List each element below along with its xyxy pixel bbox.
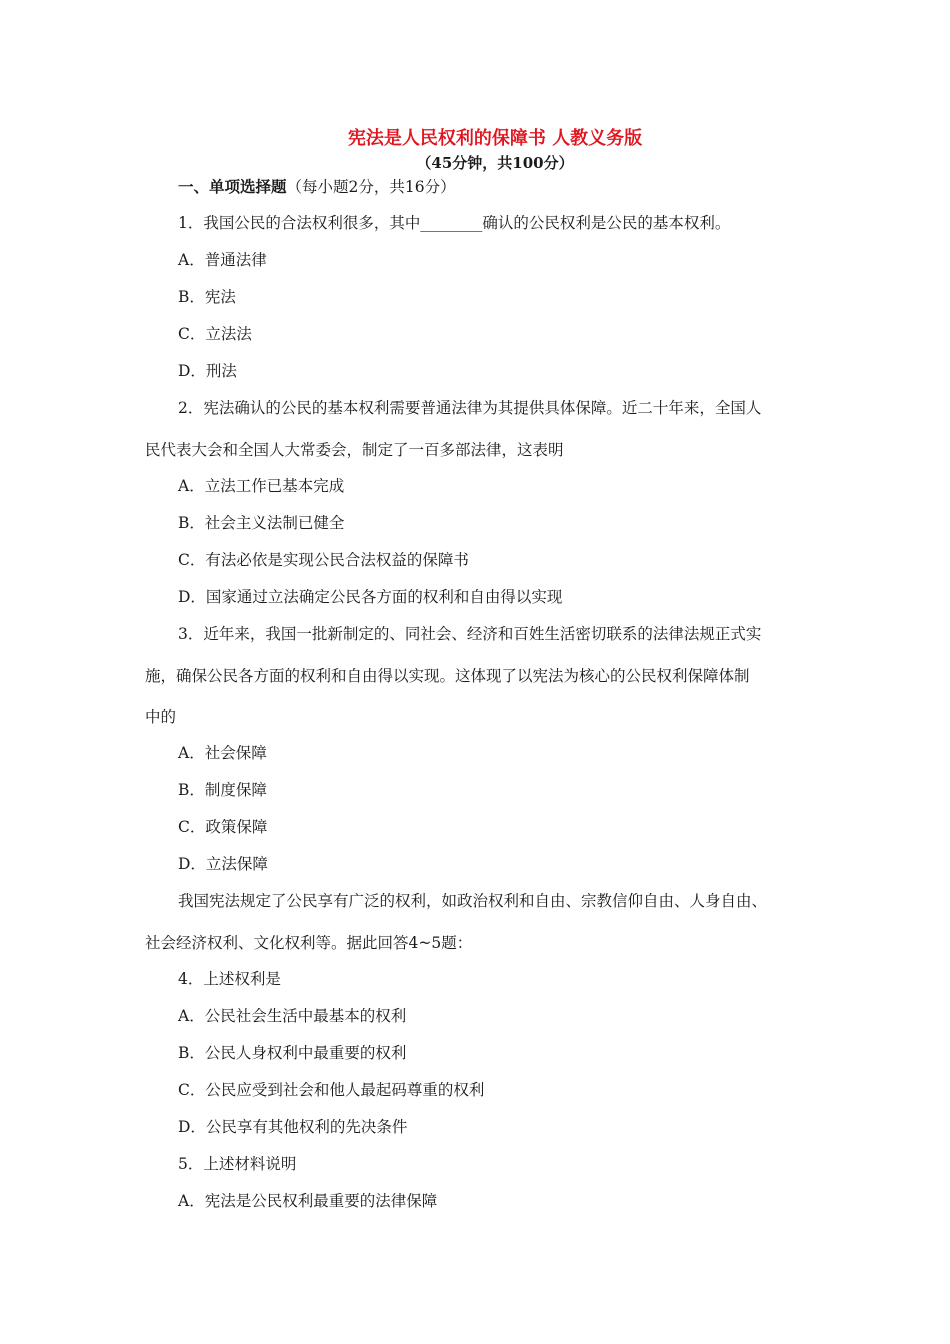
- passage-line-1: 我国宪法规定了公民享有广泛的权利，如政治权利和自由、宗教信仰自由、人身自由、: [178, 892, 768, 910]
- question-1-option-b: B．宪法: [178, 288, 236, 306]
- question-1-option-c: C．立法法: [178, 325, 252, 343]
- document-title: 宪法是人民权利的保障书 人教义务版: [347, 128, 643, 149]
- question-2-option-c: C．有法必依是实现公民合法权益的保障书: [178, 551, 469, 569]
- question-1-option-a: A．普通法律: [178, 251, 267, 269]
- question-2-stem-line-2: 民代表大会和全国人大常委会，制定了一百多部法律，这表明: [145, 441, 564, 459]
- section-heading-note: （每小题2分，共16分）: [286, 178, 456, 196]
- question-3-stem-line-1: 3．近年来，我国一批新制定的、同社会、经济和百姓生活密切联系的法律法规正式实: [178, 625, 762, 643]
- question-4-stem: 4．上述权利是: [178, 970, 281, 988]
- question-1-option-d: D．刑法: [178, 362, 237, 380]
- document-subtitle: （45分钟，共100分）: [416, 154, 574, 172]
- question-3-option-a: A．社会保障: [178, 744, 267, 762]
- question-3-option-c: C．政策保障: [178, 818, 268, 836]
- question-1-stem: 1．我国公民的合法权利很多，其中________确认的公民权利是公民的基本权利。: [178, 214, 731, 232]
- question-4-option-c: C．公民应受到社会和他人最起码尊重的权利: [178, 1081, 485, 1099]
- question-2-option-d: D．国家通过立法确定公民各方面的权利和自由得以实现: [178, 588, 563, 606]
- question-3-stem-line-2: 施，确保公民各方面的权利和自由得以实现。这体现了以宪法为核心的公民权利保障体制: [145, 667, 750, 685]
- section-heading: [178, 177, 456, 197]
- question-3-option-b: B．制度保障: [178, 781, 267, 799]
- question-2-stem-line-1: 2．宪法确认的公民的基本权利需要普通法律为其提供具体保障。近二十年来，全国人: [178, 399, 762, 417]
- question-4-option-b: B．公民人身权利中最重要的权利: [178, 1044, 407, 1062]
- question-5-option-a: A．宪法是公民权利最重要的法律保障: [178, 1192, 438, 1210]
- question-2-option-b: B．社会主义法制已健全: [178, 514, 345, 532]
- question-4-option-a: A．公民社会生活中最基本的权利: [178, 1007, 407, 1025]
- question-2-option-a: A．立法工作已基本完成: [178, 477, 345, 495]
- question-3-stem-line-3: 中的: [145, 708, 177, 726]
- question-5-stem: 5．上述材料说明: [178, 1155, 297, 1173]
- section-heading-title: 一、单项选择题: [178, 177, 287, 196]
- question-4-option-d: D．公民享有其他权利的先决条件: [178, 1118, 408, 1136]
- question-3-option-d: D．立法保障: [178, 855, 268, 873]
- passage-line-2: 社会经济权利、文化权利等。据此回答4~5题：: [145, 934, 473, 952]
